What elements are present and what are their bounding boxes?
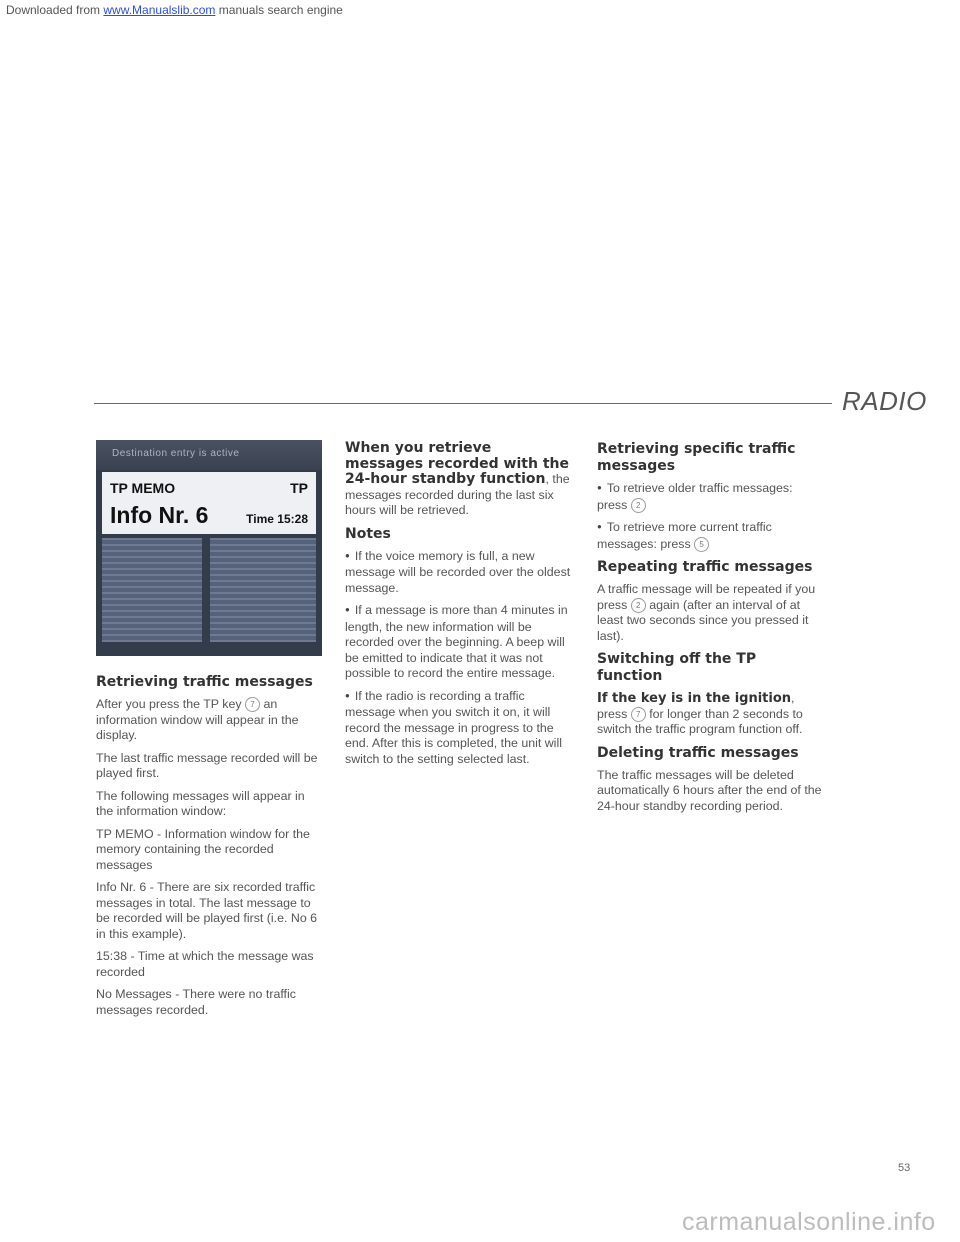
standby-lead-rest: , the messages recorded during the last six hours will be retrieved. xyxy=(345,472,570,517)
column-2 xyxy=(345,441,571,774)
heading-retrieving-traffic-messages: Retrieving traffic messages xyxy=(96,674,313,690)
key-7-icon: 7 xyxy=(631,707,646,722)
display-info-window xyxy=(102,472,316,534)
paragraph-switching-off xyxy=(597,691,823,738)
ignition-bold: If the key is in the ignition xyxy=(597,691,792,706)
header-rule xyxy=(94,403,832,404)
heading-repeating: Repeating traffic messages xyxy=(597,559,813,575)
text: , press xyxy=(597,691,795,721)
download-banner xyxy=(6,3,343,17)
paragraph-deleting: The traffic messages will be deleted automatically 6 hours after the end of the 24-hour standby recording period. xyxy=(597,767,822,813)
paragraph-following-messages: The following messages will appear in the information window: xyxy=(96,788,305,818)
column-3 xyxy=(597,441,823,821)
display-time: Time 15:28 xyxy=(246,512,308,526)
page-number: 53 xyxy=(898,1162,911,1174)
column-1 xyxy=(96,674,322,1025)
paragraph-tp-memo: TP MEMO - Information window for the memory containing the recorded messages xyxy=(96,826,310,872)
text: A traffic message will be repeated if you press xyxy=(597,582,816,612)
standby-lead-bold: When you retrieve messages recorded with the 24-hour standby function xyxy=(345,440,569,487)
bullet-retrieve-older xyxy=(597,481,823,513)
heading-notes: Notes xyxy=(345,525,391,542)
bullet-retrieve-current xyxy=(597,520,823,552)
note-message-length: ● If a message is more than 4 minutes in length, the new information will be recorded over the beginning. A beep will be emitted to indicate that it was not possible to record the entire message. xyxy=(345,603,571,682)
paragraph-standby-retrieve xyxy=(345,441,571,519)
paragraph-repeating xyxy=(597,582,823,644)
heading-switching-off-tp: Switching off the TP function xyxy=(597,651,757,684)
paragraph-no-messages: No Messages - There were no traffic messages recorded. xyxy=(96,987,296,1017)
banner-prefix: Downloaded from xyxy=(6,3,104,17)
display-grid-left xyxy=(102,538,202,642)
manualslib-link[interactable]: www.Manualslib.com xyxy=(103,3,216,17)
paragraph-last-message: The last traffic message recorded will be played first. xyxy=(96,750,318,780)
display-status-text: Destination entry is active xyxy=(112,448,240,459)
text: To retrieve more current traffic messages: press xyxy=(597,520,772,551)
text: again (after an interval of at least two seconds since you pressed it last). xyxy=(597,597,809,643)
display-tp-label: TP xyxy=(290,480,308,496)
heading-deleting: Deleting traffic messages xyxy=(597,744,799,761)
display-info-number: Info Nr. 6 xyxy=(110,502,209,528)
key-2-icon: 2 xyxy=(631,598,646,613)
paragraph-time: 15:38 - Time at which the message was recorded xyxy=(96,949,314,979)
radio-display-illustration xyxy=(96,440,322,656)
key-7-icon: 7 xyxy=(245,697,260,712)
paragraph-after-press xyxy=(96,697,322,744)
banner-suffix: manuals search engine xyxy=(215,3,343,17)
text: To retrieve older traffic messages: press xyxy=(597,481,793,512)
paragraph-info-nr: Info Nr. 6 - There are six recorded traffic messages in total. The last message to be recorded will be played first (i.e. No 6 in this example). xyxy=(96,880,318,941)
display-status-bar xyxy=(96,440,322,470)
watermark: carmanualsonline.info xyxy=(682,1208,936,1236)
key-5-icon: 5 xyxy=(694,537,709,552)
section-title: RADIO xyxy=(842,386,927,416)
display-grid-right xyxy=(210,538,316,642)
text: for longer than 2 seconds to switch the traffic program function off. xyxy=(597,706,803,736)
note-voice-memory-full: ● If the voice memory is full, a new message will be recorded over the oldest message. xyxy=(345,549,571,597)
key-2-icon: 2 xyxy=(631,498,646,513)
heading-retrieving-specific: Retrieving specific traffic messages xyxy=(597,441,796,474)
display-memo-label: TP MEMO xyxy=(110,480,176,496)
text: After you press the TP key xyxy=(96,697,245,711)
note-recording-on-switch: ● If the radio is recording a traffic message when you switch it on, it will record the message in progress to the end. After this is completed, the unit will switch to the setting selected last. xyxy=(345,689,571,768)
text: an information window will appear in the display. xyxy=(96,697,299,742)
